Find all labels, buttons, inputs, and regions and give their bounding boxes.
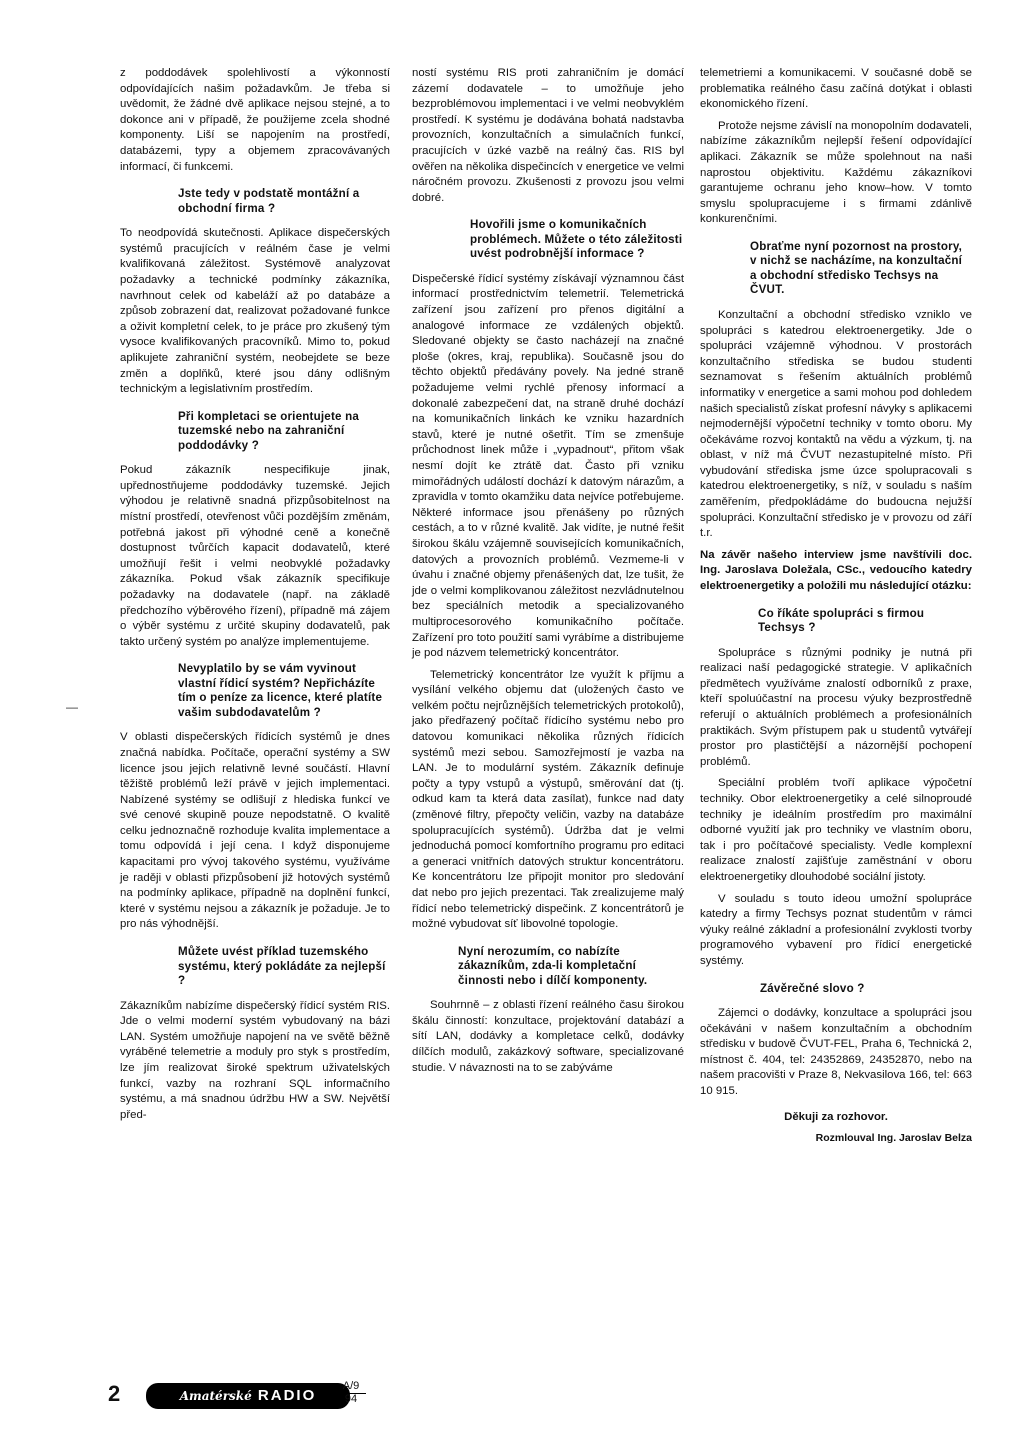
article-paragraph: Protože nejsme závislí na monopolním dodavateli, nabízíme zákazníkům nejlepší řešení odpovídající aplikaci. Zákazník se může spolehnout na naši naprostou objektivitu. Každému zákazníkovi garantujeme ochranu jeho know–how. V tomto smyslu spolupracujeme i s firmami zdánlivě konkurenčními. xyxy=(700,119,972,226)
page-number: 2 xyxy=(108,1381,121,1406)
magazine-logo xyxy=(146,1383,350,1409)
article-paragraph: V oblasti dispečerských řídicích systémů je dnes značná nabídka. Počítače, operační systémy a SW licence jsou jejich relativně levné součástí. Hlavní těžiště problémů leží právě v jejich implementaci. Nabízené systémy se odlišují z hlediska funkcí ve své cenové skupině pouze nepodstatně. O kvalitě celku jednoznačně rozhoduje kvalita implementace a tomu odpovídá i její cena. I když disponujeme kapacitami pro vývoj takového systému, využíváme je raději v oblasti přizpůsobení již hotových systémů na podmínky aplikace, případně na doplnění funkcí, které v systému nejsou a zákazník je požaduje. Je to pro nás výhodnější. xyxy=(120,731,390,931)
article-paragraph: Souhrnně – z oblasti řízení reálného času širokou škálu činností: konzultace, projektování databází a sítí LAN, dodávky a kompletace celků, dodávky dílčích modulů, zakázkový software, specializované studie. V návaznosti na to se zabýváme xyxy=(412,999,684,1074)
interview-question: Závěrečné slovo ? xyxy=(760,981,865,995)
article-paragraph: Speciální problém tvoří aplikace výpočetní techniky. Obor elektroenergetiky a celé silnoproudé techniky je ideálním prostředím pro maximální odborné využití jak pro techniky ve vlastním oboru, tak i pro počítačové specialisty. Vedle komplexní realizace znalostí zajišťuje zaměstnání v oboru elektroenergetiky dlouhodobé sociální jistoty. xyxy=(700,777,972,883)
interview-question: Nyní nerozumím, co nabízíte zákazníkům, zda-li kompletační činnosti nebo i dílčí komponenty. xyxy=(458,944,648,987)
article-paragraph: Zákazníkům nabízíme dispečerský řídicí systém RIS. Jde o velmi moderní systém vybudovaný na bázi LAN. Systém umožňuje napojení na ve světě běžně vyráběné telemetrie a moduly pro styk s prostředím, lze jím realizovat široké spektrum uživatelských funkcí, vazby na rozhraní SQL informačního systému, a má snadnou údržbu HW a SW. Největší před- xyxy=(120,999,390,1121)
article-paragraph: z poddodávek spolehlivostí a výkonností odpovídajících našim požadavkům. Je třeba si uvědomit, že žádné dvě aplikace nejsou stejné, a to dokonce ani v případě, že použijeme zcela shodné komponenty. Liší se napojením na prostředí, databázemi, typy a objemem zpracovávaných informací, či funkcemi. xyxy=(120,67,390,173)
interview-question: Co říkáte spolupráci s firmou Techsys ? xyxy=(758,606,925,635)
article-paragraph: To neodpovídá skutečnosti. Aplikace dispečerských systémů pracujících v reálném čase je velmi kvalifikovaná záležitost. Systémově analyzovat požadavky a technické podmínky zákazníka, navrhnout celek od kabeláží až po databáze a způsob zobrazení dat, realizovat požadované funkce a oživit kompletní celek, to je práce pro zkušený tým vysoce kvalifikovaných pracovníků. Mimo to, pokud aplikujete zahraniční systém, neobejdete se beze změn a doplňků, které jsou dány odlišným technickým a legislativním prostředím. xyxy=(120,227,390,396)
article-paragraph: Telemetrický koncentrátor lze využít k příjmu a vysílání velkého objemu dat (uložených často ve velkém počtu nejrůznějších telemetrických protokolů), jako předřazený počítač řídicího systému nebo pro datovou komunikaci několika různých řídicích systémů mezi sebou. Samozřejmostí je vazba na LAN. Je to modulární systém. Zákazník definuje počty a typy vstupů a výstupů, směrování dat (tj. odkud kam ta která data zasílat), funkce nad daty (změnové filtry, přepočty veličin, vazby na databáze spolupracujících systémů). Údržba dat je velmi jednoduchá pomocí komfortního programu pro editaci a generaci vnitřních datových struktur koncentrátoru. Ke koncentrátoru lze připojit monitor pro sledování dat nebo pro jejich prezentaci. Tak zrealizujeme malý řídicí nebo telemetrický dispečink. Z koncentrátorů je možné vybudovat síť libovolné topologie. xyxy=(412,668,684,931)
issue-number xyxy=(336,1381,366,1405)
article-paragraph: telemetriemi a komunikacemi. V současné době se problematika reálného času začíná dotýkat i oblasti ekonomického řízení. xyxy=(700,67,972,111)
article-paragraph: Spolupráce s různými podniky je nutná při realizaci naší pedagogické strategie. V aplikačních předmětech využíváme znalostí odborníků z praxe, kteří spoluúčastní na procesu výuky bezprostředně referují o aktuálních problémech a profesionálních praktikách. Svým přístupem pak u studentů vytvářejí prostor pro plastičtější a názornější pochopení problémů. xyxy=(700,646,972,768)
issue-top: A/9 xyxy=(342,1380,360,1392)
author-credit: Rozmlouval Ing. Jaroslav Belza xyxy=(815,1132,972,1145)
column-2 xyxy=(412,66,684,1082)
interview-question: Nevyplatilo by se vám vyvinout vlastní řídicí systém? Nepřicházíte tím o peníze za licence, které platíte vašim subdodavatelům ? xyxy=(178,662,383,719)
article-paragraph: Na závěr našeho interview jsme navštívili doc. Ing. Jaroslava Doležala, CSc., vedoucího katedry elektroenergetiky a položili mu následující otázku: xyxy=(700,548,972,593)
interview-question: Hovořili jsme o komunikačních problémech. Můžete o této záležitosti uvést podrobnější informace ? xyxy=(470,218,683,261)
article-paragraph: Zájemci o dodávky, konzultace a spolupráci jsou očekáváni v našem konzultačním a obchodním středisku v budově ČVUT-FEL, Praha 6, Technická 2, místnost č. 404, tel: 24352869, 24352870, nebo na našem pracovišti v Praze 8, Nekvasilova 166, tel: 663 10 915. xyxy=(700,1007,972,1097)
article-paragraph: ností systému RIS proti zahraničním je domácí zázemí dodavatele – to umožňuje jeho bezproblémovou implementaci i ve velmi neobvyklém prostředí. K systému je dodávána bohatá nadstavba provozních, konzultačních a simulačních funkcí, pracujících v úzké vazbě na reálný čas. RIS byl ověřen na několika dispečincích v energetice ve velmi náročném provozu. Zkušenosti z provozu jsou velmi dobré. xyxy=(412,67,684,204)
article-paragraph: Děkuji za rozhovor. xyxy=(784,1110,888,1123)
page-footer xyxy=(108,1381,388,1409)
margin-dash: — xyxy=(66,700,78,714)
article-paragraph: V souladu s touto ideou umožní spolupráce katedry a firmy Techsys poznat studentům v rámci výuky reálné základní a profesionální zvyklosti tvorby programového vybavení pro řídicí energetické systémy. xyxy=(700,892,972,967)
article-paragraph: Pokud zákazník nespecifikuje jinak, upřednostňujeme poddodávky tuzemské. Jejich výhodou je relativně snadná přizpůsobitelnost na místní prostředí, otevřenost vůči pozdějším změnám, potřebná jakost při výhodné ceně a konečně dostupnost tvůrčích kapacit dodavatelů, které umožňují řešit i velmi neobvyklé požadavky zákazníka. Pokud však zákazník specifikuje požadavky na dodavatele (např. na základě předchozího výběrového řízení), případně má zájem o výběr systému z určité skupiny dodavatelů, pak takto určený systém po analýze implementujeme. xyxy=(120,464,390,648)
interview-question: Obraťme nyní pozornost na prostory, v nichž se nacházíme, na konzultační a obchodní středisko Techsys na ČVUT. xyxy=(750,239,963,297)
logo-text: RADIO xyxy=(257,1387,317,1404)
interview-question: Můžete uvést příklad tuzemského systému, který pokládáte za nejlepší ? xyxy=(178,945,386,988)
issue-bottom: 94 xyxy=(336,1393,366,1405)
logo-script: Amatérské xyxy=(179,1389,252,1403)
article-paragraph: Dispečerské řídicí systémy získávají významnou část informací prostřednictvím telemetrií. Telemetrická zařízení jsou zařízení pro přenos digitální a analogové informace ze vzdálených objektů. Sledované objekty se často nacházejí na značné ploše (okres, kraj, republika). Současně jsou do těchto objektů předávány povely. Na jedné straně požadujeme velmi rychlé přenosy informací a dokonalé zabezpečení dat, na straně druhé dochází na komunikačních linkách ke vzniku hazardních stavů, které je nutné ošetřit. Tím se zmenšuje průchodnost linek může i „vypadnout“, přitom však nesmí dojít ke ztrátě dat. Často při vzniku mimořádných událostí dochází k datovým nárazům, a zpravidla v tomto okamžiku data nejvíce potřebujeme. Některé informace jsou přenášeny po různých cestách, a to v různé kvalitě. Jak vidíte, je nutné řešit širokou škálu vzájemně souvisejících komunikačních, datových a provozních problémů. Vezmeme-li v úvahu i značné objemy přenášených dat, lze tušit, že jde o velmi komplikovanou záležitost nezvládnutelnou bez speciálních metodik a specializovaného multiprocesorového komunikačního počítače. Zařízení pro toto použití sami vyrábíme a distribujeme je pod názvem telemetrický koncentrátor. xyxy=(412,272,684,660)
column-3 xyxy=(700,66,972,1153)
article-paragraph: Konzultační a obchodní středisko vzniklo ve spolupráci s katedrou elektroenergetiky. Jde o spolupráci vzájemně výhodnou. V prostorách konzultačního střediska se budou studenti seznamovat s řešením aktuálních problémů informatiky v energetice a sami mohou pod dohledem našich specialistů získat profesní návyky s aplikacemi nejmodernější výpočetní techniky v tomto oboru. My očekáváme rozvoj kontaktů na vědu a výzkum, tj. na oblast, v níž má ČVUT nezastupitelné místo. Při vybudování střediska jsme úzce spolupracovali s katedrou elektroenergetiky, s níž, v souladu s naším zaměřením, předpokládáme do budoucna nejužší spolupráci. Konzultační středisko je v provozu od září t.r. xyxy=(700,308,972,540)
interview-question: Při kompletaci se orientujete na tuzemské nebo na zahraniční poddodávky ? xyxy=(178,409,360,452)
column-1 xyxy=(120,66,390,1129)
interview-question: Jste tedy v podstatě montážní a obchodní firma ? xyxy=(178,187,360,215)
